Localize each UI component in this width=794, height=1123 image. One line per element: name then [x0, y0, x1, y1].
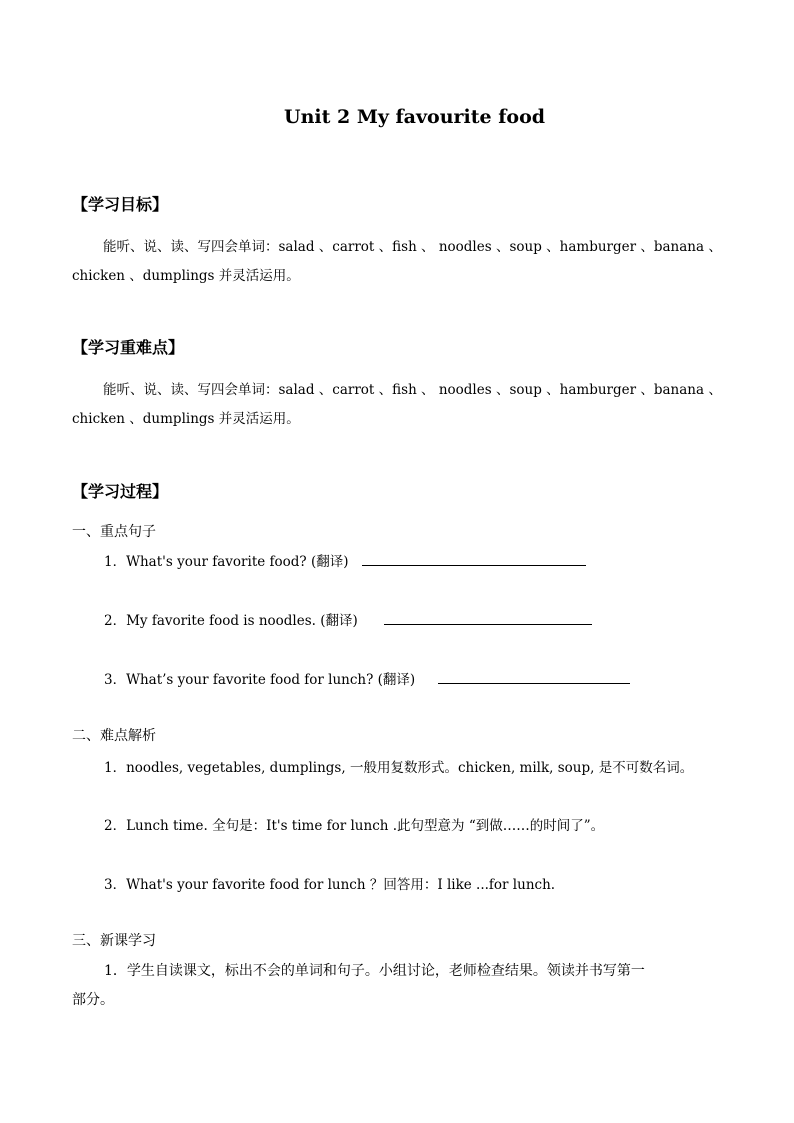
section-heading-process: 【学习过程】 — [72, 482, 169, 501]
difficulty-item: 2．Lunch time. 全句是：It's time for lunch .此句型意为 “到做……的时间了”。 — [104, 818, 605, 834]
key-sentence-item: 3．What’s your favorite food for lunch? (翻译) — [104, 672, 416, 688]
page-title: Unit 2 My favourite food — [284, 106, 546, 128]
part-title-difficulties: 二、难点解析 — [72, 728, 156, 744]
key-sentence-item: 2．My favorite food is noodles. (翻译) — [104, 613, 358, 629]
difficulty-item: 3．What's your favorite food for lunch ？回答用：I like ...for lunch. — [104, 877, 556, 893]
section-heading-objectives: 【学习目标】 — [72, 195, 169, 214]
key-points-line-1: 能听、说、读、写四会单词：salad 、carrot 、fish 、 noodles 、soup 、hamburger 、banana 、 — [103, 382, 722, 398]
section-heading-key-points: 【学习重难点】 — [72, 338, 185, 357]
key-sentence-item: 1．What's your favorite food? (翻译) — [104, 554, 349, 570]
answer-blank[interactable] — [384, 624, 592, 625]
new-lesson-line-1: 1．学生自读课文，标出不会的单词和句子。小组讨论，老师检查结果。领读并书写第一 — [104, 963, 645, 979]
part-title-new-lesson: 三、新课学习 — [72, 933, 156, 949]
difficulty-item: 1．noodles, vegetables, dumplings, 一般用复数形式。chicken, milk, soup, 是不可数名词。 — [104, 760, 694, 776]
answer-blank[interactable] — [362, 565, 586, 566]
objectives-line-1: 能听、说、读、写四会单词：salad 、carrot 、fish 、 noodles 、soup 、hamburger 、banana 、 — [103, 239, 722, 255]
key-points-line-2: chicken 、dumplings 并灵活运用。 — [72, 411, 300, 427]
objectives-line-2: chicken 、dumplings 并灵活运用。 — [72, 268, 300, 284]
new-lesson-line-2: 部分。 — [72, 992, 114, 1008]
answer-blank[interactable] — [438, 683, 630, 684]
part-title-key-sentences: 一、重点句子 — [72, 524, 156, 540]
